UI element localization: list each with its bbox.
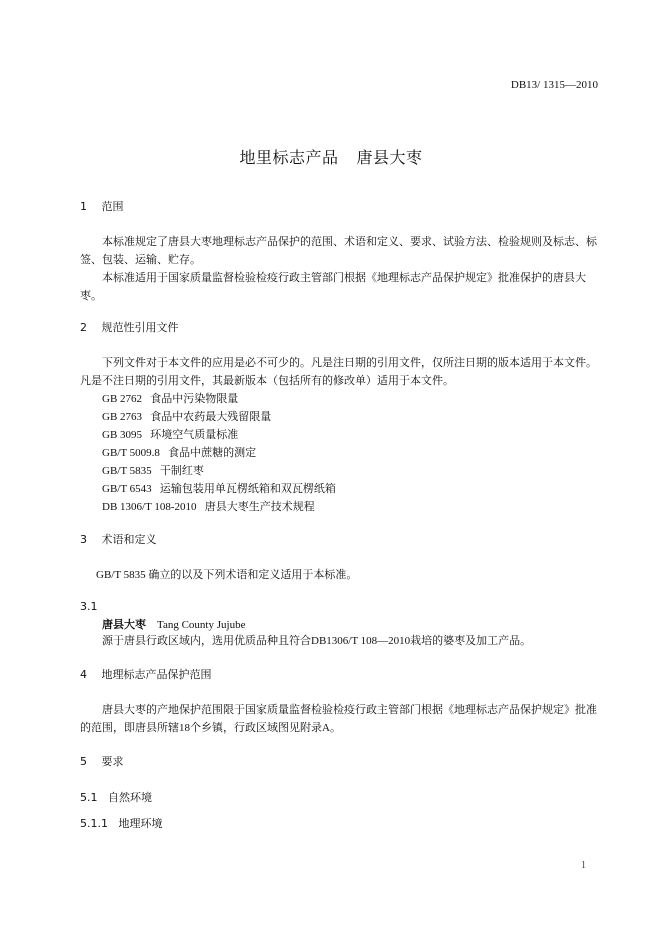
- reference-item: [102, 444, 256, 460]
- section-title: 术语和定义: [101, 533, 157, 546]
- reference-title: 食品中污染物限量: [150, 393, 239, 405]
- document-title: [0, 145, 662, 168]
- reference-item: [102, 498, 315, 514]
- reference-code: GB/T 6543: [102, 483, 152, 495]
- section-number: 5.1: [80, 791, 98, 804]
- reference-code: GB 2762: [102, 393, 143, 405]
- section-3-heading: [80, 531, 157, 547]
- reference-title: 唐县大枣生产技术规程: [204, 501, 315, 513]
- section-title: 地理标志产品保护范围: [101, 668, 212, 681]
- reference-title: 运输包装用单瓦楞纸箱和双瓦楞纸箱: [159, 483, 336, 495]
- standard-code: DB13/ 1315—2010: [510, 79, 598, 91]
- section-3-intro: GB/T 5835 确立的以及下列术语和定义适用于本标准。: [96, 569, 358, 581]
- reference-code: GB/T 5835: [102, 465, 152, 477]
- page-number: 1: [581, 860, 586, 871]
- section-4-heading: [80, 666, 212, 682]
- reference-item: [102, 480, 336, 496]
- subsection-5-1-1-heading: [80, 815, 163, 831]
- reference-title: 食品中农药最大残留限量: [150, 411, 272, 423]
- reference-title: 环境空气质量标准: [150, 429, 239, 441]
- reference-title: 干制红枣: [159, 465, 204, 477]
- reference-title: 食品中蔗糖的测定: [168, 447, 257, 459]
- section-number: 4: [80, 668, 87, 681]
- section-1-heading: [80, 198, 124, 214]
- section-4-para: 唐县大枣的产地保护范围限于国家质量监督检验检疫行政主管部门根据《地理标志产品保护规定》批准的范围，即唐县所辖18个乡镇，行政区域图见附录A。: [80, 704, 597, 734]
- reference-item: [102, 408, 271, 424]
- section-5-heading: [80, 753, 124, 769]
- reference-item: [102, 390, 238, 406]
- reference-item: [102, 426, 238, 442]
- term-entry: [102, 616, 245, 632]
- section-2-intro: 下列文件对于本文件的应用是必不可少的。凡是注日期的引用文件，仅所注日期的版本适用于本文件。凡是不注日期的引用文件，其最新版本（包括所有的修改单）适用于本文件。: [80, 357, 597, 387]
- section-number: 2: [80, 321, 87, 334]
- section-title: 地理环境: [118, 817, 163, 830]
- section-number: 3: [80, 533, 87, 546]
- reference-code: DB 1306/T 108-2010: [102, 501, 197, 513]
- section-title: 自然环境: [108, 791, 152, 804]
- section-1-para-2: 本标准适用于国家质量监督检验检疫行政主管部门根据《地理标志产品保护规定》批准保护的唐县大枣。: [80, 272, 586, 302]
- reference-code: GB 2763: [102, 411, 143, 423]
- reference-item: [102, 462, 204, 478]
- section-number: 1: [80, 200, 87, 213]
- term-chinese: 唐县大枣: [102, 619, 146, 631]
- title-part-2: 唐县大枣: [356, 148, 423, 167]
- section-number: 5: [80, 755, 87, 768]
- section-1-para-1: 本标准规定了唐县大枣地理标志产品保护的范围、术语和定义、要求、试验方法、检验规则及标志、标签、包装、运输、贮存。: [80, 236, 597, 266]
- section-2-heading: [80, 319, 179, 335]
- subsection-5-1-heading: [80, 789, 152, 805]
- reference-code: GB 3095: [102, 429, 143, 441]
- subsection-3-1-number: 3.1: [80, 600, 98, 613]
- reference-code: GB/T 5009.8: [102, 447, 160, 459]
- term-definition: 源于唐县行政区域内，选用优质品种且符合DB1306/T 108—2010栽培的婆枣及加工产品。: [102, 635, 532, 647]
- term-english: Tang County Jujube: [157, 619, 246, 631]
- section-number: 5.1.1: [80, 817, 108, 830]
- section-title: 规范性引用文件: [101, 321, 179, 334]
- title-part-1: 地里标志产品: [239, 148, 339, 167]
- section-title: 要求: [101, 755, 124, 768]
- section-title: 范围: [101, 200, 124, 213]
